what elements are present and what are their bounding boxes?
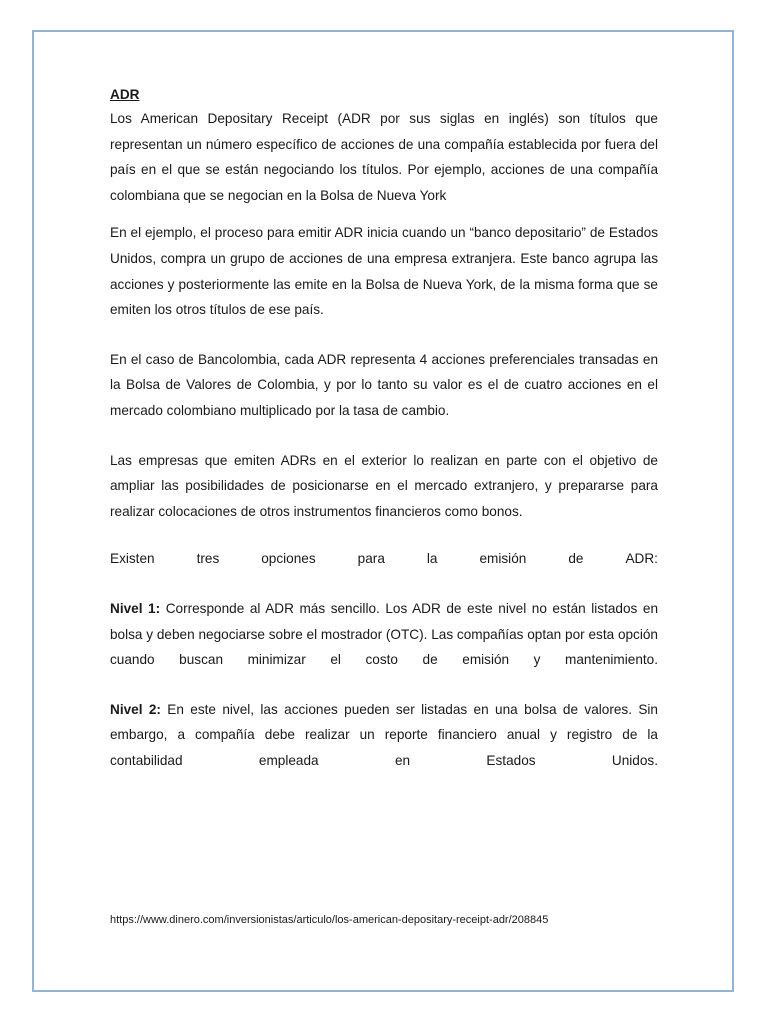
level-1-text: Corresponde al ADR más sencillo. Los ADR de este nivel no están listados en bolsa y deben negociarse sobre el mostrador (OTC). Las compañías optan por esta opción cuando buscan minimizar el costo de emisión y mantenimiento. bbox=[110, 600, 659, 668]
paragraph-definition: Los American Depositary Receipt (ADR por sus siglas en inglés) son títulos que representan un número específico de acciones de una compañía establecida por fuera del país en el que se están negociando los títulos. Por ejemplo, acciones de una compañía colombiana que se negocian en la Bolsa de Nueva York bbox=[110, 111, 658, 203]
options-word: tres bbox=[196, 551, 220, 567]
level-2-label: Nivel 2: bbox=[110, 701, 161, 717]
paragraph-process: En el ejemplo, el proceso para emitir ADR inicia cuando un “banco depositario” de Estados Unidos, compra un grupo de acciones de una empresa extranjera. Este banco agrupa las acciones y posteriormente las emite en la Bolsa de Nueva York, de la misma forma que se emiten los otros títulos de ese país. bbox=[110, 225, 658, 318]
options-word: para bbox=[357, 551, 385, 567]
document-body bbox=[110, 84, 658, 773]
options-word: ADR: bbox=[625, 551, 658, 567]
options-word: Existen bbox=[110, 551, 155, 567]
paragraph-options bbox=[110, 546, 658, 572]
paragraph-level-1 bbox=[110, 596, 658, 673]
paragraph-bancolombia: En el caso de Bancolombia, cada ADR representa 4 acciones preferenciales transadas en la Bolsa de Valores de Colombia, y por lo tanto su valor es el de cuatro acciones en el mercado colombiano multiplicado por la tasa de cambio. bbox=[110, 351, 658, 418]
level-2-text: En este nivel, las acciones pueden ser listadas en una bolsa de valores. Sin embargo, a compañía debe realizar un reporte financiero anual y registro de la contabilidad empleada en Estados Unidos. bbox=[110, 701, 658, 768]
options-word: la bbox=[426, 551, 438, 567]
source-link[interactable]: https://www.dinero.com/inversionistas/articulo/los-american-depositary-receipt-adr/208845 bbox=[110, 914, 549, 926]
paragraph-companies: Las empresas que emiten ADRs en el exterior lo realizan en parte con el objetivo de ampliar las posibilidades de posicionarse en el mercado extranjero, y prepararse para realizar colocaciones de otros instrumentos financieros como bonos. bbox=[110, 452, 658, 519]
options-word: opciones bbox=[261, 551, 316, 567]
options-word: emisión bbox=[479, 551, 527, 567]
options-word: de bbox=[568, 551, 584, 567]
level-1-label: Nivel 1: bbox=[110, 600, 161, 616]
document-heading: ADR bbox=[110, 87, 140, 102]
paragraph-level-2 bbox=[110, 697, 658, 774]
